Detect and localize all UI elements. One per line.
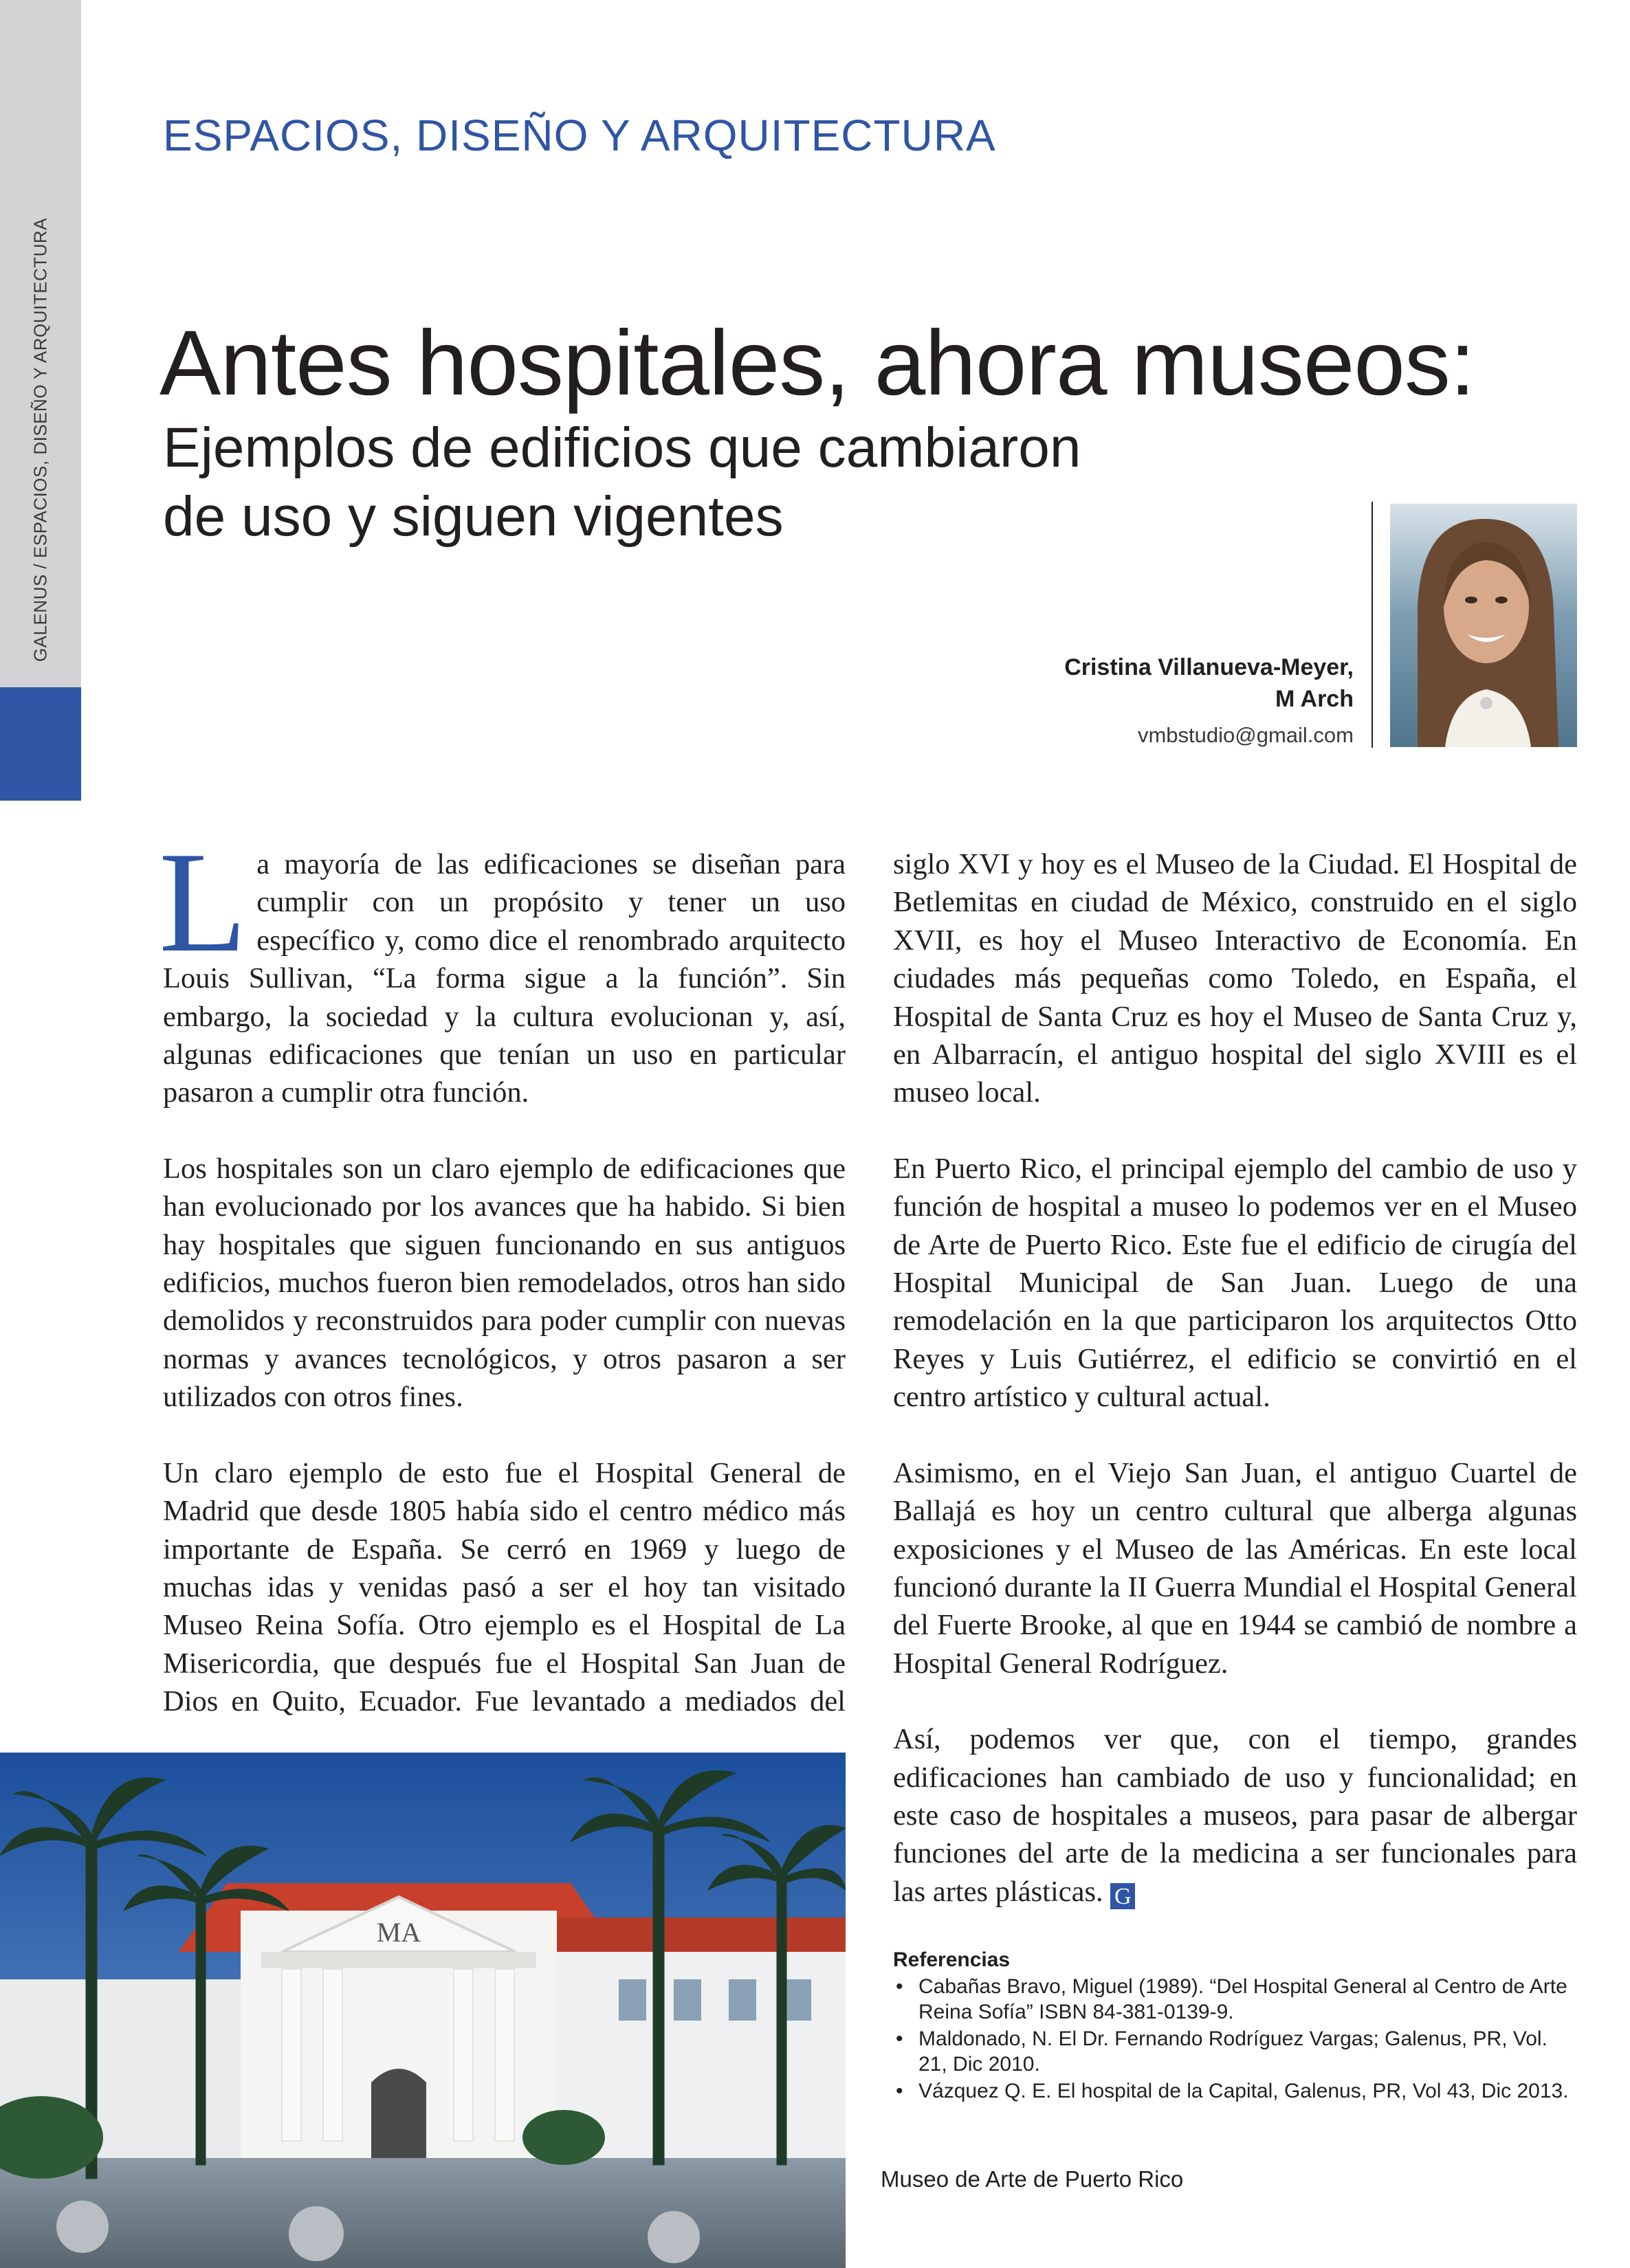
references-title: Referencias [893,1948,1011,1971]
end-mark-icon: G [1110,1883,1135,1909]
references [893,1947,1577,2105]
page-number: 116 [13,1391,68,1471]
paragraph-7 [893,1720,1577,1911]
article-subtitle [163,414,1081,551]
author-degree: M Arch [1275,686,1354,712]
body-column-left [159,823,846,1759]
references-list [893,1974,1577,2104]
author-divider [1372,502,1373,748]
reference-item: • Vázquez Q. E. El hospital de la Capital, Galenus, PR, Vol 43, Dic 2013. [893,2078,1577,2104]
museum-photo [0,1753,846,2268]
sidebar [0,0,81,797]
author-email: vmbstudio@gmail.com [1137,723,1354,747]
subtitle-line-2: de uso y siguen vigentes [163,485,784,548]
subtitle-line-1: Ejemplos de edificios que cambiaron [163,416,1081,479]
paragraph-intro-text: a mayoría de las edificaciones se diseñan para cumplir con un propósito y tener un uso específico y, como dice el renombrado arquitecto Louis Sullivan, “La forma sigue a la función”. Sin embargo, la sociedad y la cultura evolucionan y, así, algunas edificaciones que tenían un uso en particular pasaron a cumplir otra función. [163,848,846,1109]
running-title: GALENUS / ESPACIOS, DISEÑO Y ARQUITECTURA [30,217,51,663]
author-name-block [1064,652,1354,715]
body-column-right [893,845,1577,1948]
author-photo [1390,504,1577,747]
paragraph-7-text: Así, podemos ver que, con el tiempo, grandes edificaciones han cambiado de uso y funcionalidad; en este caso de hospitales a museos, para pasar de albergar funciones del arte de la medicina a ser funcionales para las artes plásticas. [893,1723,1577,1908]
photo-caption: Museo de Arte de Puerto Rico [881,2166,1184,2192]
article-title: Antes hospitales, ahora museos: [159,312,1475,414]
paragraph-intro [159,823,846,1112]
page-number-block [0,687,81,1471]
reference-item: • Cabañas Bravo, Miguel (1989). “Del Hospital General al Centro de Arte Reina Sofía” ISBN 84-381-0139-9. [893,1974,1577,2025]
facade-monogram: MA [376,1917,421,1948]
paragraph-3: Un claro ejemplo de esto fue el Hospital General de Madrid que desde 1805 había sido el centro médico más importante de España. Se cerró en 1969 y luego de muchas idas y venidas pasó a ser el hoy tan visitado Museo Reina Sofía. Otro ejemplo es el Hospital de La Misericordia, que después fue el Hospital San Juan de Dios en Quito, Ecuador. Fue levantado a mediados del [163,1456,846,1718]
reference-item: • Maldonado, N. El Dr. Fernando Rodríguez Vargas; Galenus, PR, Vol. 21, Dic 2010. [893,2026,1577,2077]
paragraph-4: siglo XVI y hoy es el Museo de la Ciudad. El Hospital de Betlemitas en ciudad de México, construido en el siglo XVII, es hoy el Museo Interactivo de Economía. En ciudades más pequeñas como Toledo, en España, el Hospital de Santa Cruz es hoy el Museo de Santa Cruz y, en Albarracín, el antiguo hospital del siglo XVIII es el museo local. [893,848,1577,1109]
drop-cap: L [159,823,247,982]
paragraph-5: En Puerto Rico, el principal ejemplo del cambio de uso y función de hospital a museo lo podemos ver en el Museo de Arte de Puerto Rico. Este fue el edificio de cirugía del Hospital Municipal de San Juan. Luego de una remodelación en la que participaron los arquitectos Otto Reyes y Luis Gutiérrez, el edificio se convirtió en el centro artístico y cultural actual. [893,1152,1577,1414]
author-name: Cristina Villanueva-Meyer, [1064,654,1354,680]
section-title: ESPACIOS, DISEÑO Y ARQUITECTURA [163,111,996,160]
paragraph-6: Asimismo, en el Viejo San Juan, el antiguo Cuartel de Ballajá es hoy un centro cultural que alberga algunas exposiciones y el Museo de las Américas. En este local funcionó durante la II Guerra Mundial el Hospital General del Fuerte Brooke, al que en 1944 se cambió de nombre a Hospital General Rodríguez. [893,1456,1577,1680]
paragraph-2: Los hospitales son un claro ejemplo de edificaciones que han evolucionado por los avances que ha habido. Si bien hay hospitales que siguen funcionando en sus antiguos edificios, muchos fueron bien remodelados, otros han sido demolidos y reconstruidos para poder cumplir con nuevas normas y avances tecnológicos, y otros pasaron a ser utilizados con otros fines. [163,1152,846,1414]
